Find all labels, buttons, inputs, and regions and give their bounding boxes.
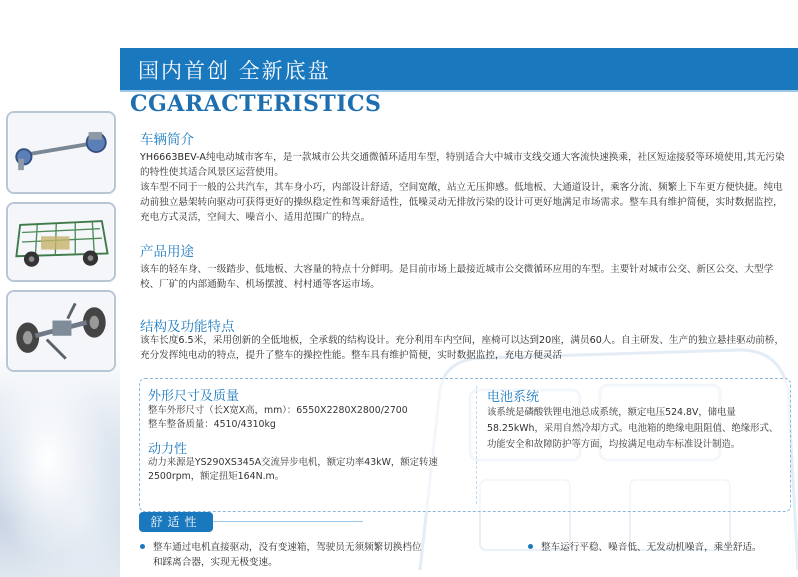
suspension-photo [6,290,116,372]
dimensions-line-1: 整车外形尺寸（长X宽X高，mm）：6550X2280X2800/2700 [148,405,408,416]
comfort-bullet-2-text: 整车运行平稳、噪音低、无发动机噪音，乘坐舒适。 [541,542,762,553]
dimensions-text [148,404,468,432]
left-photo-column [0,0,120,577]
spec-divider [476,386,477,504]
intro-paragraph-1: YH6663BEV-A纯电动城市客车，是一款城市公共交通微循环适用车型，特别适合大中城市支线交通大客流快速换乘，社区短途接驳等环境使用,其无污染的特性使其适合风景区运营使用。 [140,152,785,178]
bus-frame-icon [8,204,114,280]
usage-section-title: 产品用途 [140,244,194,260]
power-text: 动力来源是YS290XS345A交流异步电机，额定功率43kW，额定转速2500rpm，额定扭矩164N.m。 [148,457,438,482]
comfort-bullet-2 [528,540,788,555]
comfort-badge-line [213,521,363,522]
dimensions-line-2: 整车整备质量：4510/4310kg [148,419,276,430]
comfort-bullet-1-line-2: 和踩离合器，实现无极变速。 [153,557,278,568]
bullet-dot-icon [528,544,533,549]
comfort-badge: 舒适性 [139,512,213,532]
structure-section-title: 结构及功能特点 [140,319,235,335]
structure-paragraph: 该车长度6.5米，采用创新的全低地板，全承载的结构设计。充分利用车内空间，座椅可以达到20座，满员60人。自主研发、生产的独立悬挂驱动前桥，充分发挥纯电动的特点，提升了整车的操控性能。整车具有维护简便，实时数据监控，充电方便灵活 [140,335,785,361]
dimensions-title: 外形尺寸及质量 [148,389,240,404]
power-title: 动力性 [148,442,188,457]
battery-title: 电池系统 [487,390,540,405]
sky-background [0,380,120,577]
intro-section-title: 车辆简介 [140,132,194,148]
comfort-bullet-1-line-1: 整车通过电机直接驱动，没有变速箱，驾驶员无须频繁切换档位 [153,542,422,553]
front-axle-photo [6,111,116,194]
page-subtitle: CGARACTERISTICS [130,91,382,117]
bus-frame-photo [6,202,116,282]
battery-text: 该系统是磷酸铁锂电池总成系统，额定电压524.8V，储电量58.25kWh，采用自然冷却方式。电池箱的绝缘电阻阻值、绝缘形式、功能安全和故障防护等方面，均按满足电动车标准设计制造。 [487,407,779,450]
page-title: 国内首创 全新底盘 [138,59,331,83]
bullet-dot-icon [140,544,145,549]
usage-paragraph: 该车的轻车身、一级踏步、低地板、大容量的特点十分鲜明。是目前市场上最接近城市公交微循环应用的车型。主要针对城市公交、新区公交、大型学校、厂矿的内部通勤车、机场摆渡、村村通等客运市场。 [140,264,774,290]
independent-suspension-icon [8,292,114,370]
comfort-bullet-1 [140,540,470,570]
intro-paragraph-2: 该车型不同于一般的公共汽车，其车身小巧，内部设计舒适，空间宽敞，站立无压抑感。低地板、大通道设计，乘客分流、频繁上下车更方便快捷。纯电动前独立悬架转向驱动可获得更好的操纵稳定性和驾乘舒适性，低噪灵动无排放污染的设计可更好地满足市场需求。整车具有维护简便，实时数据监控，充电方式灵活，空间大、噪音小、适用范围广的特点。 [140,182,783,223]
front-axle-icon [8,113,114,192]
